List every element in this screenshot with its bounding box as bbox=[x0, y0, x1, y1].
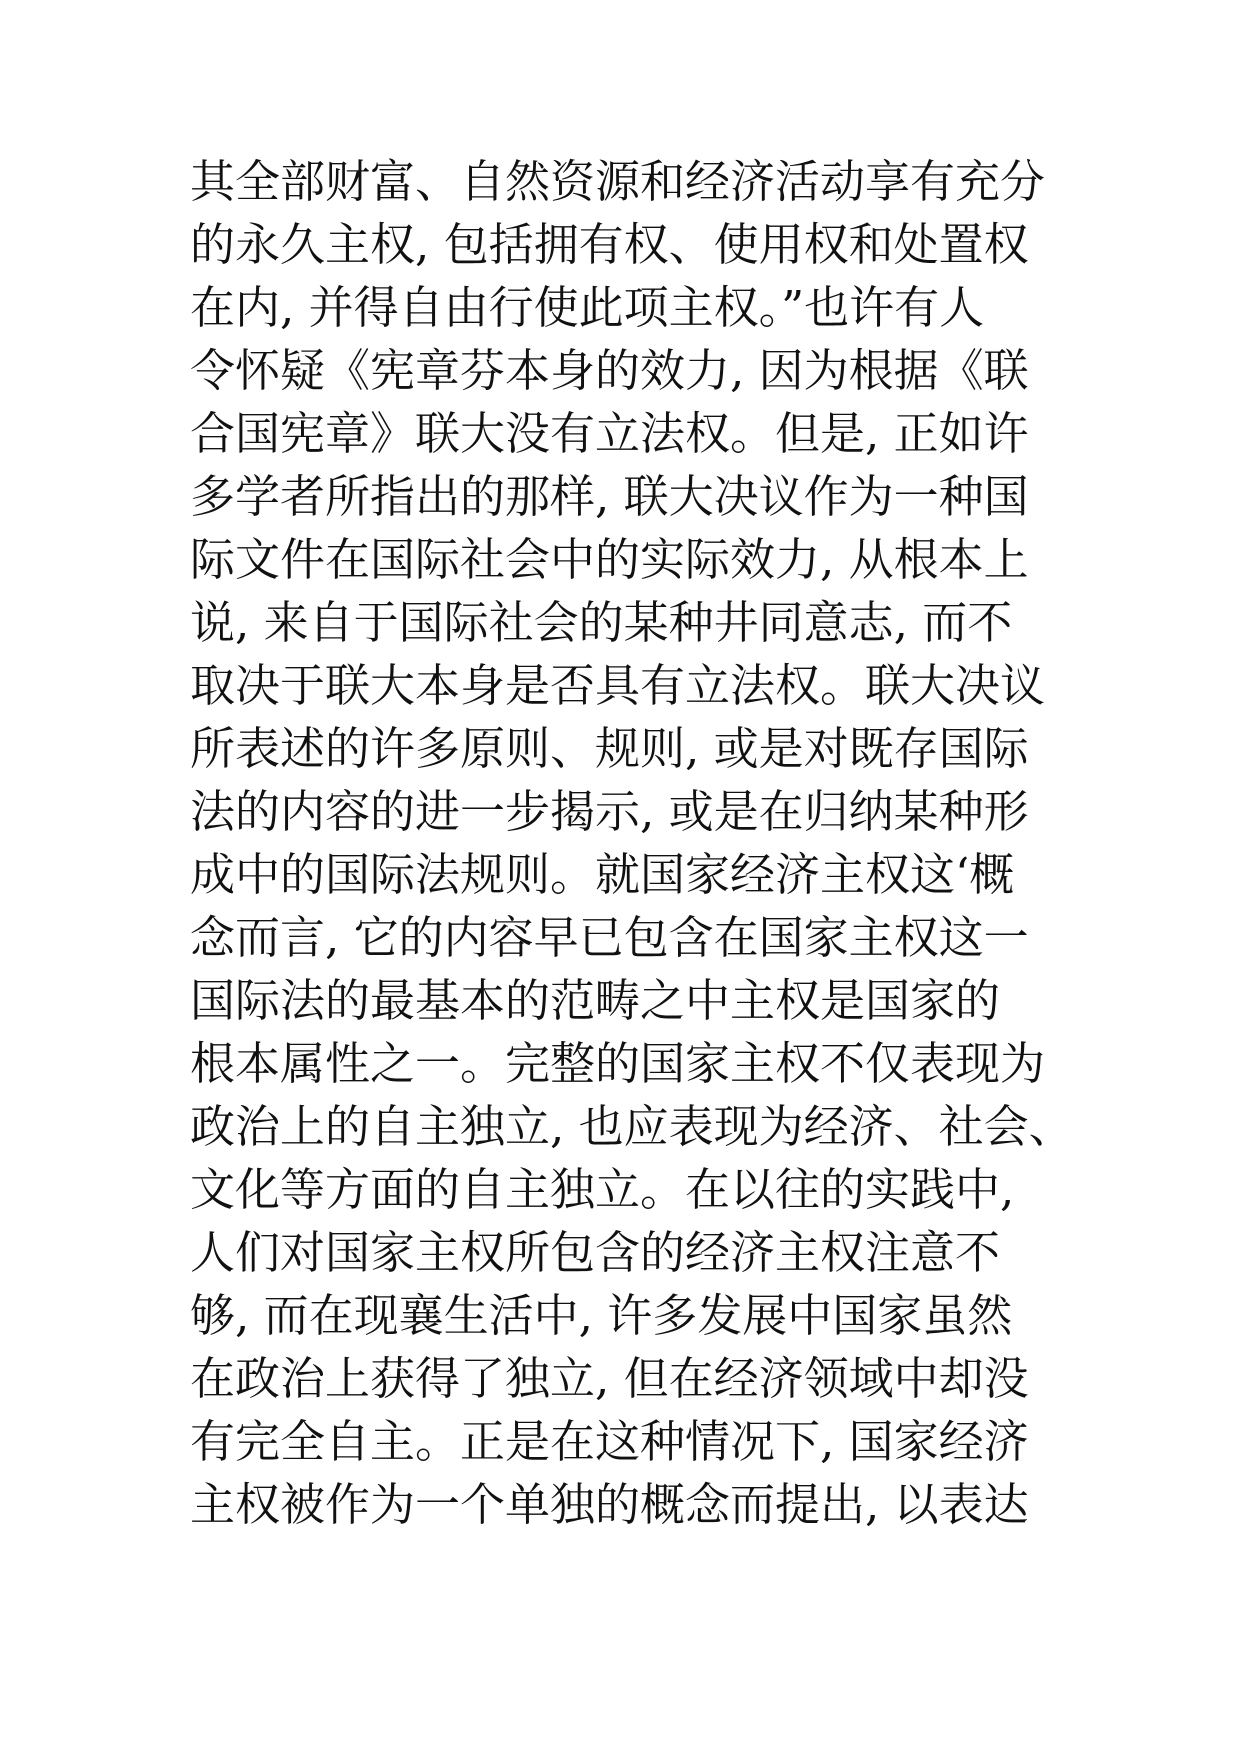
text-line: 成中的国际法规则。就国家经济主权这‘概 bbox=[190, 848, 1015, 901]
text-line: 主权被作为一个单独的概念而提出, 以表达 bbox=[190, 1478, 1029, 1531]
text-line: 的永久主权, 包括拥有权、使用权和处置权 bbox=[190, 218, 1029, 271]
text-line: 国际法的最基本的范畴之中主权是国家的 bbox=[190, 974, 1001, 1027]
text-line: 法的内容的进一步揭示, 或是在归纳某种形 bbox=[190, 785, 1029, 838]
text-line: 在政治上获得了独立, 但在经济领域中却没 bbox=[190, 1352, 1029, 1405]
text-line: 际文件在国际社会中的实际效力, 从根本上 bbox=[190, 533, 1029, 586]
body-text bbox=[190, 150, 1090, 1536]
text-line: 合国宪章》联大没有立法权。但是, 正如许 bbox=[190, 407, 1029, 460]
text-line: 所表述的许多原则、规则, 或是对既存国际 bbox=[190, 722, 1029, 775]
text-line: 政治上的自主独立, 也应表现为经济、社会、 bbox=[190, 1100, 1074, 1153]
text-line: 文化等方面的自主独立。在以往的实践中, bbox=[190, 1163, 1015, 1216]
text-line: 取决于联大本身是否具有立法权。联大决议 bbox=[190, 659, 1046, 712]
text-line: 多学者所指出的那样, 联大决议作为一种国 bbox=[190, 470, 1029, 523]
text-line: 够, 而在现襄生活中, 许多发展中国家虽然 bbox=[190, 1289, 1013, 1342]
text-line: 在内, 并得自由行使此项主权。”也许有人 bbox=[190, 281, 985, 334]
text-line: 其全部财富、自然资源和经济活动享有充分 bbox=[190, 155, 1046, 208]
text-line: 说, 来自于国际社会的某种井同意志, 而不 bbox=[190, 596, 1013, 649]
text-line: 有完全自主。正是在这种情况下, 国家经济 bbox=[190, 1415, 1029, 1468]
text-line: 念而言, 它的内容早已包含在国家主权这一 bbox=[190, 911, 1029, 964]
text-line: 根本属性之一。完整的国家主权不仅表现为 bbox=[190, 1037, 1046, 1090]
text-line: 人们对国家主权所包含的经济主权注意不 bbox=[190, 1226, 1001, 1279]
text-line: 令怀疑《宪章芬本身的效力, 因为根据《联 bbox=[190, 344, 1029, 397]
